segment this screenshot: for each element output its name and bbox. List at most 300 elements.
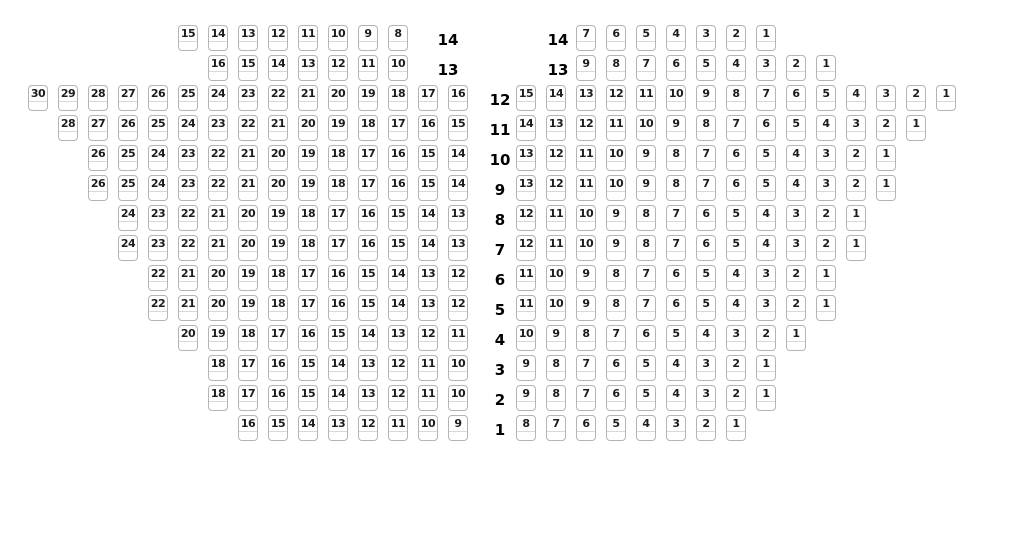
seat[interactable]: 12 (516, 235, 536, 261)
seat[interactable]: 15 (298, 385, 318, 411)
seat[interactable]: 2 (786, 265, 806, 291)
seat[interactable]: 11 (388, 415, 408, 441)
seat[interactable]: 25 (118, 145, 138, 171)
seat[interactable]: 14 (448, 175, 468, 201)
seat[interactable]: 1 (876, 175, 896, 201)
seat[interactable]: 15 (178, 25, 198, 51)
seat[interactable]: 1 (756, 25, 776, 51)
seat[interactable]: 26 (148, 85, 168, 111)
seat[interactable]: 20 (238, 235, 258, 261)
seat[interactable]: 8 (636, 235, 656, 261)
seat[interactable]: 10 (606, 145, 626, 171)
seat[interactable]: 9 (636, 145, 656, 171)
seat[interactable]: 14 (328, 355, 348, 381)
seat[interactable]: 24 (208, 85, 228, 111)
seat[interactable]: 8 (516, 415, 536, 441)
seat[interactable]: 19 (298, 175, 318, 201)
seat[interactable]: 12 (268, 25, 288, 51)
seat[interactable]: 13 (388, 325, 408, 351)
seat[interactable]: 11 (298, 25, 318, 51)
seat[interactable]: 23 (148, 205, 168, 231)
seat[interactable]: 13 (418, 295, 438, 321)
seat[interactable]: 3 (696, 355, 716, 381)
seat[interactable]: 15 (516, 85, 536, 111)
seat[interactable]: 12 (448, 295, 468, 321)
seat[interactable]: 27 (118, 85, 138, 111)
seat[interactable]: 21 (268, 115, 288, 141)
seat[interactable]: 8 (606, 295, 626, 321)
seat[interactable]: 22 (178, 205, 198, 231)
seat[interactable]: 14 (388, 265, 408, 291)
seat[interactable]: 15 (448, 115, 468, 141)
seat[interactable]: 16 (328, 265, 348, 291)
seat[interactable]: 10 (546, 295, 566, 321)
seat[interactable]: 2 (726, 385, 746, 411)
seat[interactable]: 16 (358, 205, 378, 231)
seat[interactable]: 18 (208, 355, 228, 381)
seat[interactable]: 3 (786, 205, 806, 231)
seat[interactable]: 17 (388, 115, 408, 141)
seat[interactable]: 17 (328, 235, 348, 261)
seat[interactable]: 9 (636, 175, 656, 201)
seat[interactable]: 4 (756, 205, 776, 231)
seat[interactable]: 4 (846, 85, 866, 111)
seat[interactable]: 8 (546, 385, 566, 411)
seat[interactable]: 1 (756, 355, 776, 381)
seat[interactable]: 23 (148, 235, 168, 261)
seat[interactable]: 8 (606, 55, 626, 81)
seat[interactable]: 24 (118, 205, 138, 231)
seat[interactable]: 3 (846, 115, 866, 141)
seat[interactable]: 13 (358, 385, 378, 411)
seat[interactable]: 13 (516, 145, 536, 171)
seat[interactable]: 19 (358, 85, 378, 111)
seat[interactable]: 20 (268, 175, 288, 201)
seat[interactable]: 11 (636, 85, 656, 111)
seat[interactable]: 1 (846, 235, 866, 261)
seat[interactable]: 12 (576, 115, 596, 141)
seat[interactable]: 21 (238, 145, 258, 171)
seat[interactable]: 17 (298, 295, 318, 321)
seat[interactable]: 9 (576, 295, 596, 321)
seat[interactable]: 20 (268, 145, 288, 171)
seat[interactable]: 15 (358, 265, 378, 291)
seat[interactable]: 4 (786, 175, 806, 201)
seat[interactable]: 18 (238, 325, 258, 351)
seat[interactable]: 20 (208, 265, 228, 291)
seat[interactable]: 4 (666, 25, 686, 51)
seat[interactable]: 5 (606, 415, 626, 441)
seat[interactable]: 11 (606, 115, 626, 141)
seat[interactable]: 12 (418, 325, 438, 351)
seat[interactable]: 16 (328, 295, 348, 321)
seat[interactable]: 2 (726, 25, 746, 51)
seat[interactable]: 10 (328, 25, 348, 51)
seat[interactable]: 14 (298, 415, 318, 441)
seat[interactable]: 4 (666, 355, 686, 381)
seat[interactable]: 15 (238, 55, 258, 81)
seat[interactable]: 7 (576, 385, 596, 411)
seat[interactable]: 2 (786, 55, 806, 81)
seat[interactable]: 3 (696, 385, 716, 411)
seat[interactable]: 9 (546, 325, 566, 351)
seat[interactable]: 20 (298, 115, 318, 141)
seat[interactable]: 22 (208, 175, 228, 201)
seat[interactable]: 15 (358, 295, 378, 321)
seat[interactable]: 17 (298, 265, 318, 291)
seat[interactable]: 9 (358, 25, 378, 51)
seat[interactable]: 17 (358, 175, 378, 201)
seat[interactable]: 13 (298, 55, 318, 81)
seat[interactable]: 2 (696, 415, 716, 441)
seat[interactable]: 18 (358, 115, 378, 141)
seat[interactable]: 6 (636, 325, 656, 351)
seat[interactable]: 17 (418, 85, 438, 111)
seat[interactable]: 3 (756, 265, 776, 291)
seat[interactable]: 3 (816, 145, 836, 171)
seat[interactable]: 8 (636, 205, 656, 231)
seat[interactable]: 17 (238, 385, 258, 411)
seat[interactable]: 28 (88, 85, 108, 111)
seat[interactable]: 21 (178, 265, 198, 291)
seat[interactable]: 27 (88, 115, 108, 141)
seat[interactable]: 11 (516, 265, 536, 291)
seat[interactable]: 22 (238, 115, 258, 141)
seat[interactable]: 4 (696, 325, 716, 351)
seat[interactable]: 4 (726, 265, 746, 291)
seat[interactable]: 19 (208, 325, 228, 351)
seat[interactable]: 12 (546, 145, 566, 171)
seat[interactable]: 13 (516, 175, 536, 201)
seat[interactable]: 12 (328, 55, 348, 81)
seat[interactable]: 7 (756, 85, 776, 111)
seat[interactable]: 7 (666, 205, 686, 231)
seat[interactable]: 12 (388, 385, 408, 411)
seat[interactable]: 5 (636, 25, 656, 51)
seat[interactable]: 2 (846, 145, 866, 171)
seat[interactable]: 5 (786, 115, 806, 141)
seat[interactable]: 1 (876, 145, 896, 171)
seat[interactable]: 19 (238, 295, 258, 321)
seat[interactable]: 6 (666, 265, 686, 291)
seat[interactable]: 28 (58, 115, 78, 141)
seat[interactable]: 7 (726, 115, 746, 141)
seat[interactable]: 6 (606, 385, 626, 411)
seat[interactable]: 22 (148, 295, 168, 321)
seat[interactable]: 18 (268, 295, 288, 321)
seat[interactable]: 18 (298, 205, 318, 231)
seat[interactable]: 15 (388, 235, 408, 261)
seat[interactable]: 17 (358, 145, 378, 171)
seat[interactable]: 2 (876, 115, 896, 141)
seat[interactable]: 30 (28, 85, 48, 111)
seat[interactable]: 11 (418, 385, 438, 411)
seat[interactable]: 21 (298, 85, 318, 111)
seat[interactable]: 2 (756, 325, 776, 351)
seat[interactable]: 3 (816, 175, 836, 201)
seat[interactable]: 7 (576, 25, 596, 51)
seat[interactable]: 1 (816, 55, 836, 81)
seat[interactable]: 18 (328, 145, 348, 171)
seat[interactable]: 5 (636, 355, 656, 381)
seat[interactable]: 8 (666, 175, 686, 201)
seat[interactable]: 4 (726, 295, 746, 321)
seat[interactable]: 16 (358, 235, 378, 261)
seat[interactable]: 7 (546, 415, 566, 441)
seat[interactable]: 14 (208, 25, 228, 51)
seat[interactable]: 21 (238, 175, 258, 201)
seat[interactable]: 16 (208, 55, 228, 81)
seat[interactable]: 24 (148, 145, 168, 171)
seat[interactable]: 19 (238, 265, 258, 291)
seat[interactable]: 16 (268, 385, 288, 411)
seat[interactable]: 26 (88, 175, 108, 201)
seat[interactable]: 10 (388, 55, 408, 81)
seat[interactable]: 8 (606, 265, 626, 291)
seat[interactable]: 1 (786, 325, 806, 351)
seat[interactable]: 3 (696, 25, 716, 51)
seat[interactable]: 13 (418, 265, 438, 291)
seat[interactable]: 4 (756, 235, 776, 261)
seat[interactable]: 13 (238, 25, 258, 51)
seat[interactable]: 3 (726, 325, 746, 351)
seat[interactable]: 12 (388, 355, 408, 381)
seat[interactable]: 2 (906, 85, 926, 111)
seat[interactable]: 14 (268, 55, 288, 81)
seat[interactable]: 2 (786, 295, 806, 321)
seat[interactable]: 15 (328, 325, 348, 351)
seat[interactable]: 6 (696, 235, 716, 261)
seat[interactable]: 7 (636, 265, 656, 291)
seat[interactable]: 8 (388, 25, 408, 51)
seat[interactable]: 23 (178, 175, 198, 201)
seat[interactable]: 3 (756, 295, 776, 321)
seat[interactable]: 10 (448, 385, 468, 411)
seat[interactable]: 6 (726, 145, 746, 171)
seat[interactable]: 5 (726, 235, 746, 261)
seat[interactable]: 19 (268, 205, 288, 231)
seat[interactable]: 2 (816, 205, 836, 231)
seat[interactable]: 1 (816, 295, 836, 321)
seat[interactable]: 16 (418, 115, 438, 141)
seat[interactable]: 9 (448, 415, 468, 441)
seat[interactable]: 9 (606, 235, 626, 261)
seat[interactable]: 10 (666, 85, 686, 111)
seat[interactable]: 14 (358, 325, 378, 351)
seat[interactable]: 6 (576, 415, 596, 441)
seat[interactable]: 15 (268, 415, 288, 441)
seat[interactable]: 5 (696, 295, 716, 321)
seat[interactable]: 16 (448, 85, 468, 111)
seat[interactable]: 23 (178, 145, 198, 171)
seat[interactable]: 2 (726, 355, 746, 381)
seat[interactable]: 10 (606, 175, 626, 201)
seat[interactable]: 13 (576, 85, 596, 111)
seat[interactable]: 13 (358, 355, 378, 381)
seat[interactable]: 18 (298, 235, 318, 261)
seat[interactable]: 16 (268, 355, 288, 381)
seat[interactable]: 14 (448, 145, 468, 171)
seat[interactable]: 5 (816, 85, 836, 111)
seat[interactable]: 9 (516, 385, 536, 411)
seat[interactable]: 10 (516, 325, 536, 351)
seat[interactable]: 22 (208, 145, 228, 171)
seat[interactable]: 10 (636, 115, 656, 141)
seat[interactable]: 5 (696, 55, 716, 81)
seat[interactable]: 26 (88, 145, 108, 171)
seat[interactable]: 1 (726, 415, 746, 441)
seat[interactable]: 11 (516, 295, 536, 321)
seat[interactable]: 5 (636, 385, 656, 411)
seat[interactable]: 8 (546, 355, 566, 381)
seat[interactable]: 11 (576, 175, 596, 201)
seat[interactable]: 25 (148, 115, 168, 141)
seat[interactable]: 19 (328, 115, 348, 141)
seat[interactable]: 11 (576, 145, 596, 171)
seat[interactable]: 16 (388, 145, 408, 171)
seat[interactable]: 17 (328, 205, 348, 231)
seat[interactable]: 14 (418, 235, 438, 261)
seat[interactable]: 14 (516, 115, 536, 141)
seat[interactable]: 21 (178, 295, 198, 321)
seat[interactable]: 10 (576, 205, 596, 231)
seat[interactable]: 3 (756, 55, 776, 81)
seat[interactable]: 21 (208, 235, 228, 261)
seat[interactable]: 10 (418, 415, 438, 441)
seat[interactable]: 9 (606, 205, 626, 231)
seat[interactable]: 5 (696, 265, 716, 291)
seat[interactable]: 7 (696, 145, 716, 171)
seat[interactable]: 22 (178, 235, 198, 261)
seat[interactable]: 25 (118, 175, 138, 201)
seat[interactable]: 5 (666, 325, 686, 351)
seat[interactable]: 7 (636, 295, 656, 321)
seat[interactable]: 12 (358, 415, 378, 441)
seat[interactable]: 15 (388, 205, 408, 231)
seat[interactable]: 12 (448, 265, 468, 291)
seat[interactable]: 1 (756, 385, 776, 411)
seat[interactable]: 18 (328, 175, 348, 201)
seat[interactable]: 7 (696, 175, 716, 201)
seat[interactable]: 7 (576, 355, 596, 381)
seat[interactable]: 10 (576, 235, 596, 261)
seat[interactable]: 6 (666, 295, 686, 321)
seat[interactable]: 3 (666, 415, 686, 441)
seat[interactable]: 14 (388, 295, 408, 321)
seat[interactable]: 12 (606, 85, 626, 111)
seat[interactable]: 4 (726, 55, 746, 81)
seat[interactable]: 22 (268, 85, 288, 111)
seat[interactable]: 24 (178, 115, 198, 141)
seat[interactable]: 1 (816, 265, 836, 291)
seat[interactable]: 18 (388, 85, 408, 111)
seat[interactable]: 13 (328, 415, 348, 441)
seat[interactable]: 17 (238, 355, 258, 381)
seat[interactable]: 13 (546, 115, 566, 141)
seat[interactable]: 10 (448, 355, 468, 381)
seat[interactable]: 24 (148, 175, 168, 201)
seat[interactable]: 9 (516, 355, 536, 381)
seat[interactable]: 14 (328, 385, 348, 411)
seat[interactable]: 6 (786, 85, 806, 111)
seat[interactable]: 1 (846, 205, 866, 231)
seat[interactable]: 6 (756, 115, 776, 141)
seat[interactable]: 6 (606, 355, 626, 381)
seat[interactable]: 23 (238, 85, 258, 111)
seat[interactable]: 18 (268, 265, 288, 291)
seat[interactable]: 20 (208, 295, 228, 321)
seat[interactable]: 6 (606, 25, 626, 51)
seat[interactable]: 7 (666, 235, 686, 261)
seat[interactable]: 8 (576, 325, 596, 351)
seat[interactable]: 26 (118, 115, 138, 141)
seat[interactable]: 1 (906, 115, 926, 141)
seat[interactable]: 8 (726, 85, 746, 111)
seat[interactable]: 6 (666, 55, 686, 81)
seat[interactable]: 21 (208, 205, 228, 231)
seat[interactable]: 16 (388, 175, 408, 201)
seat[interactable]: 10 (546, 265, 566, 291)
seat[interactable]: 11 (448, 325, 468, 351)
seat[interactable]: 5 (756, 175, 776, 201)
seat[interactable]: 15 (298, 355, 318, 381)
seat[interactable]: 4 (816, 115, 836, 141)
seat[interactable]: 2 (846, 175, 866, 201)
seat[interactable]: 5 (756, 145, 776, 171)
seat[interactable]: 11 (546, 205, 566, 231)
seat[interactable]: 14 (546, 85, 566, 111)
seat[interactable]: 2 (816, 235, 836, 261)
seat[interactable]: 9 (696, 85, 716, 111)
seat[interactable]: 19 (268, 235, 288, 261)
seat[interactable]: 15 (418, 145, 438, 171)
seat[interactable]: 12 (546, 175, 566, 201)
seat[interactable]: 6 (726, 175, 746, 201)
seat[interactable]: 13 (448, 205, 468, 231)
seat[interactable]: 23 (208, 115, 228, 141)
seat[interactable]: 4 (666, 385, 686, 411)
seat[interactable]: 20 (328, 85, 348, 111)
seat[interactable]: 4 (636, 415, 656, 441)
seat[interactable]: 16 (238, 415, 258, 441)
seat[interactable]: 8 (696, 115, 716, 141)
seat[interactable]: 14 (418, 205, 438, 231)
seat[interactable]: 11 (546, 235, 566, 261)
seat[interactable]: 7 (636, 55, 656, 81)
seat[interactable]: 11 (418, 355, 438, 381)
seat[interactable]: 8 (666, 145, 686, 171)
seat[interactable]: 9 (576, 265, 596, 291)
seat[interactable]: 9 (576, 55, 596, 81)
seat[interactable]: 5 (726, 205, 746, 231)
seat[interactable]: 3 (876, 85, 896, 111)
seat[interactable]: 29 (58, 85, 78, 111)
seat[interactable]: 24 (118, 235, 138, 261)
seat[interactable]: 6 (696, 205, 716, 231)
seat[interactable]: 15 (418, 175, 438, 201)
seat[interactable]: 3 (786, 235, 806, 261)
seat[interactable]: 20 (178, 325, 198, 351)
seat[interactable]: 9 (666, 115, 686, 141)
seat[interactable]: 1 (936, 85, 956, 111)
seat[interactable]: 25 (178, 85, 198, 111)
seat[interactable]: 20 (238, 205, 258, 231)
seat[interactable]: 13 (448, 235, 468, 261)
seat[interactable]: 16 (298, 325, 318, 351)
seat[interactable]: 19 (298, 145, 318, 171)
seat[interactable]: 7 (606, 325, 626, 351)
seat[interactable]: 18 (208, 385, 228, 411)
